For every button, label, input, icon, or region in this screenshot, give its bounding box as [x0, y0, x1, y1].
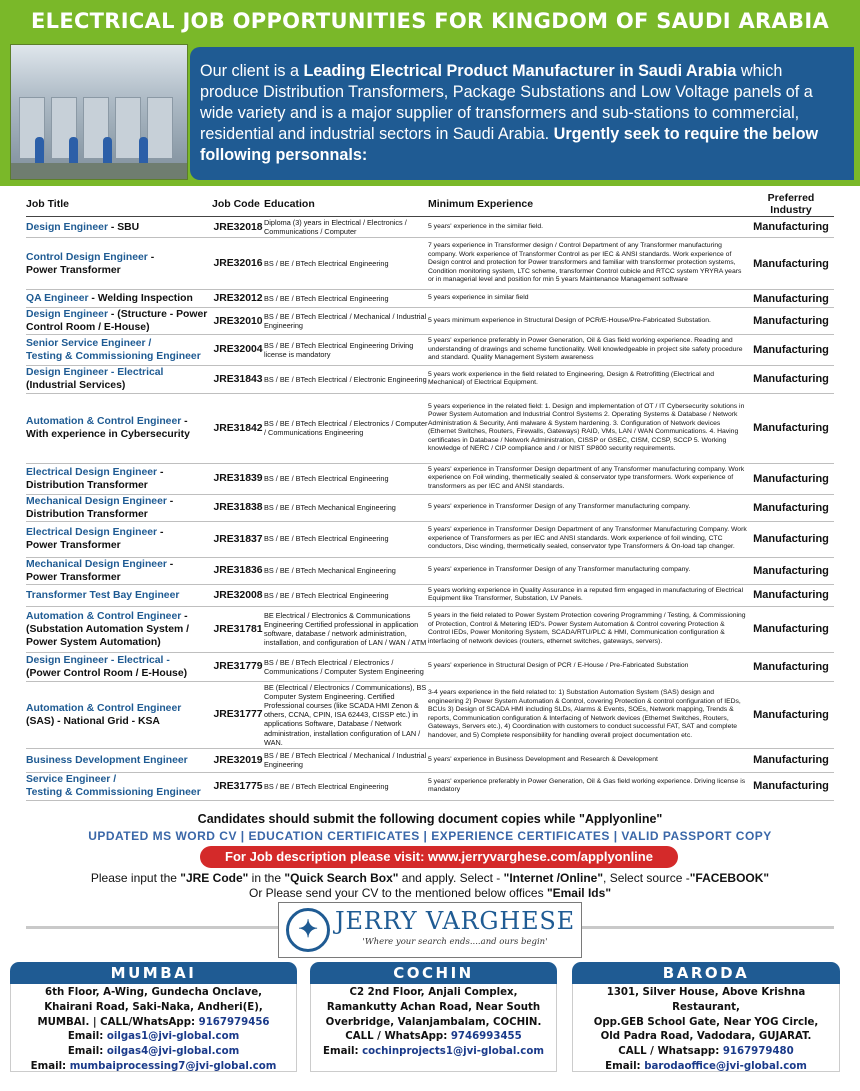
table-header-row [26, 192, 834, 217]
job-experience: 5 years' experience in Transformer Design department of any Transformer manufacturing company. Work experience on Foil winding, thermetically sealed & conservator type transformers. Work experience of transformers as per IEC and ANSI standards. [428, 463, 748, 494]
job-code: JRE32012 [212, 290, 264, 308]
logo-tagline: 'Where your search ends....and ours begin' [362, 937, 548, 947]
job-industry: Manufacturing [748, 308, 834, 335]
office-card-baroda [572, 962, 840, 1072]
table-row [26, 463, 834, 494]
job-experience: 5 years' experience in Transformer Design of any Transformer manufacturing company. [428, 494, 748, 521]
logo-mark-icon: ✦ [286, 908, 330, 952]
job-code: JRE31836 [212, 557, 264, 584]
office-call: CALL / Whatsapp: 9167979480 [618, 1046, 794, 1058]
table-row [26, 308, 834, 335]
job-education: BS / BE / BTech Electrical Engineering Driving license is mandatory [264, 335, 428, 366]
job-experience: 5 years' experience in Transformer Design of any Transformer manufacturing company. [428, 557, 748, 584]
job-code: JRE32010 [212, 308, 264, 335]
table-row [26, 393, 834, 463]
job-education: BS / BE / BTech Electrical Engineering [264, 463, 428, 494]
job-title: Mechanical Design Engineer - Distribution Transformer [26, 494, 212, 521]
job-education: BS / BE / BTech Electrical Engineering [264, 772, 428, 800]
job-industry: Manufacturing [748, 365, 834, 393]
office-email[interactable]: oilgas4@jvi-global.com [106, 1046, 240, 1058]
office-card-cochin [310, 962, 557, 1072]
office-address-line: 1301, Silver House, Above Krishna Restaurant, [606, 987, 806, 1013]
job-experience: 5 years in the field related to Power System Protection covering Programming / Testing, & Commissioning of Protection, Control & Metering IED's. Power System Automation & Control covering Protection & Control IEDs, Power Monitoring System, SCADA/RTU/PLC & HMI, Communication configuration & interfacing of network devices (routers, ethernet switches, gateways, servers). [428, 606, 748, 652]
job-code: JRE32004 [212, 335, 264, 366]
office-card-mumbai [10, 962, 297, 1072]
office-details [10, 984, 297, 1072]
logo-name: JERRY VARGHESE [335, 907, 575, 935]
office-details [310, 984, 557, 1072]
office-call: MUMBAI. | CALL/WhatsApp: 9167979456 [37, 1016, 270, 1028]
job-code: JRE32018 [212, 217, 264, 238]
office-phone[interactable]: 9746993455 [450, 1031, 522, 1043]
page-title: ELECTRICAL JOB OPPORTUNITIES FOR KINGDOM OF SAUDI ARABIA [31, 9, 829, 33]
office-address-line: Ramankutty Achan Road, Near South [326, 1001, 541, 1013]
table-row [26, 772, 834, 800]
job-experience: 5 years experience in the related field: 1. Design and implementation of OT / IT Cybersecurity solutions in Power System Automation and Industrial Control Systems 2. Operating Systems & Database / Network Administration & Security, Anti malware & System hardening. 3. Configuration of Network devices (Ethernet Switches, Routers, Firewalls, Gateways) RAID, VMs, LAN / WAN Communications. 4. Having certificates in Database / Network Administration, CISSP or GSEC, CISM, CCSP, SCCP 5. Working knowledge of NERC / CIP compliance and / or NIST SP800 security requirements. [428, 393, 748, 463]
table-row [26, 494, 834, 521]
job-education: BE Electrical / Electronics & Communications Engineering Certified professional in application software, database / network administration, installation, and configuration of LAN / WAN / ATM [264, 606, 428, 652]
job-title: Automation & Control Engineer (SAS) - National Grid - KSA [26, 681, 212, 748]
office-phone[interactable]: 9167979480 [722, 1046, 794, 1058]
job-industry: Manufacturing [748, 463, 834, 494]
office-email[interactable]: cochinprojects1@jvi-global.com [362, 1046, 544, 1058]
job-experience: 5 years' experience in Transformer Design Department of any Transformer Manufacturing Company. Work experience of Transformers as per IEC and ANSI standards. Work experience of foil winding, CTC conductors, Disc winding, thermetically sealed, conservator type Transformers & On-load tap changer. [428, 521, 748, 557]
office-address-line: 6th Floor, A-Wing, Gundecha Onclave, [44, 987, 262, 998]
job-code: JRE31781 [212, 606, 264, 652]
intro-text: Our client is a Leading Electrical Product Manufacturer in Saudi Arabia which produce Distribution Transformers, Package Substations and Low Voltage panels of a wide variety and is a major supplier of transformers and sub-stations to commercial, residential and industrial sectors in Saudi Arabia. Urgently seek to require the below following personnals: [190, 47, 854, 180]
table-row [26, 652, 834, 681]
job-experience: 5 years' experience in Structural Design of PCR / E-House / Pre-Fabricated Substation [428, 652, 748, 681]
job-industry: Manufacturing [748, 238, 834, 290]
job-experience: 5 years work experience in the field related to Engineering, Design & Retrofitting (Electrical and Mechanical) of Electrical Equipment. [428, 365, 748, 393]
job-industry: Manufacturing [748, 494, 834, 521]
job-industry: Manufacturing [748, 772, 834, 800]
office-phone[interactable]: 9167979456 [198, 1016, 270, 1028]
job-education: BS / BE / BTech Electrical / Mechanical / Industrial Engineering [264, 748, 428, 772]
office-details [572, 984, 840, 1072]
send-cv-note: Or Please send your CV to the mentioned below offices "Email Ids" [248, 886, 612, 900]
job-industry: Manufacturing [748, 652, 834, 681]
job-title: QA Engineer - Welding Inspection [26, 290, 212, 308]
office-email[interactable]: barodaoffice@jvi-global.com [644, 1060, 807, 1072]
job-experience: 5 years experience in similar field [428, 290, 748, 308]
header-banner [0, 0, 860, 186]
table-row [26, 606, 834, 652]
office-email-line: Email: oilgas1@jvi-global.com [67, 1031, 240, 1043]
table-row [26, 290, 834, 308]
office-email[interactable]: mumbaiprocessing7@jvi-global.com [69, 1060, 277, 1072]
job-education: BE (Electrical / Electronics / Communications), BS Computer System Engineering. Certified Professional courses (like SCADA HMI Zenon & others, CCNA, CPIN, ISA 62443, CISSP etc.) in applications Software, Database / Network administration, installation configuration of LAN / WAN. [264, 682, 427, 747]
office-email-line: Email: cochinprojects1@jvi-global.com [323, 1046, 544, 1058]
job-experience: 5 years' experience in Business Development and Research & Development [428, 748, 748, 772]
table-row [26, 748, 834, 772]
header-education: Education [264, 192, 428, 217]
jobs-table [26, 192, 834, 801]
job-code: JRE31842 [212, 393, 264, 463]
table-row [26, 238, 834, 290]
table-row [26, 681, 834, 748]
office-city: BARODA [572, 962, 840, 984]
job-experience: 5 years working experience in Quality Assurance in a reputed firm engaged in manufacturing of Electrical Equipment like Transformer, Substation, LV Panels. [428, 584, 748, 606]
job-experience: 5 years' experience in the similar field. [428, 217, 748, 238]
job-title: Design Engineer - Electrical (Industrial Services) [26, 365, 212, 393]
job-education: BS / BE / BTech Electrical Engineering [264, 521, 428, 557]
job-industry: Manufacturing [748, 393, 834, 463]
job-industry: Manufacturing [748, 748, 834, 772]
job-title: Design Engineer - SBU [26, 217, 212, 238]
job-education: BS / BE / BTech Mechanical Engineering [264, 494, 428, 521]
job-code: JRE31838 [212, 494, 264, 521]
job-industry: Manufacturing [748, 217, 834, 238]
job-education: BS / BE / BTech Electrical Engineering [264, 290, 428, 308]
job-title: Electrical Design Engineer - Power Transformer [26, 521, 212, 557]
job-experience: 5 years' experience preferably in Power Generation, Oil & Gas field working experience. Driving license is mandatory [428, 772, 748, 800]
job-education: Diploma (3) years in Electrical / Electronics / Communications / Computer [264, 217, 428, 238]
table-row [26, 335, 834, 366]
company-logo [278, 902, 582, 958]
office-email[interactable]: oilgas1@jvi-global.com [106, 1031, 240, 1043]
job-title: Senior Service Engineer / Testing & Commissioning Engineer [26, 335, 212, 366]
header-job-code: Job Code [212, 192, 264, 217]
job-code: JRE31779 [212, 652, 264, 681]
table-row [26, 521, 834, 557]
job-industry: Manufacturing [748, 681, 834, 748]
job-code: JRE31775 [212, 772, 264, 800]
office-email-line: Email: barodaoffice@jvi-global.com [605, 1060, 807, 1072]
job-code: JRE31777 [212, 681, 264, 748]
office-city: MUMBAI [10, 962, 297, 984]
job-experience: 3-4 years experience in the field related to: 1) Substation Automation System (SAS) design and engineering 2) Power System Automation & Control, covering Protection & control configuration of IEDs, BCUs 3) Design of SCADA HMI including SLDs, Alarms & Events, SOEs, Network mapping, Trends & reports, Communication configuration & Interfacing of Network devices (Ethernet Switches, Routers, Gateways, Servers etc.), 4) Coordination with customers to conduct successful FAT, SAT and complete handover, and 5) Complete responsibility for handling overall project documentation etc. [428, 681, 748, 748]
job-title: Mechanical Design Engineer - Power Transformer [26, 557, 212, 584]
office-address-line: Khairani Road, Saki-Naka, Andheri(E), [44, 1001, 263, 1013]
job-title: Design Engineer - Electrical - (Power Control Room / E-House) [26, 652, 212, 681]
office-address-line: Old Padra Road, Vadodara, GUJARAT. [600, 1031, 812, 1043]
job-education: BS / BE / BTech Electrical / Electronic Engineering [264, 365, 428, 393]
job-title: Control Design Engineer - Power Transformer [26, 238, 212, 290]
apply-online-banner[interactable]: For Job description please visit: www.jerryvarghese.com/applyonline [200, 846, 678, 868]
job-code: JRE31837 [212, 521, 264, 557]
office-address-line: C2 2nd Floor, Anjali Complex, [349, 987, 518, 998]
job-code: JRE31839 [212, 463, 264, 494]
job-title: Automation & Control Engineer - (Substation Automation System / Power System Automation) [26, 606, 212, 652]
job-education: BS / BE / BTech Electrical / Mechanical / Industrial Engineering [264, 308, 428, 335]
submit-note: Candidates should submit the following document copies while "Applyonline" [197, 812, 663, 826]
job-title: Business Development Engineer [26, 748, 212, 772]
job-education: BS / BE / BTech Electrical / Electronics / Computer / Communications Engineering [264, 393, 428, 463]
apply-online-link[interactable]: www.jerryvarghese.com/applyonline [428, 849, 653, 864]
job-experience: 5 years minimum experience in Structural Design of PCR/E-House/Pre-Fabricated Substation. [428, 308, 748, 335]
table-row [26, 217, 834, 238]
office-email-line: Email: mumbaiprocessing7@jvi-global.com [30, 1060, 277, 1072]
header-preferred-industry: Preferred Industry [748, 192, 834, 217]
job-education: BS / BE / BTech Electrical / Electronics / Communications / Computer System Engineering [264, 652, 428, 681]
job-title: Design Engineer - (Structure - Power Control Room / E-House) [26, 308, 212, 335]
office-address-line: Opp.GEB School Gate, Near YOG Circle, [593, 1016, 819, 1028]
job-education: BS / BE / BTech Electrical Engineering [264, 238, 428, 290]
required-documents: UPDATED MS WORD CV | EDUCATION CERTIFICATES | EXPERIENCE CERTIFICATES | VALID PASSPORT COPY [88, 829, 772, 843]
job-industry: Manufacturing [748, 290, 834, 308]
job-title: Transformer Test Bay Engineer [26, 584, 212, 606]
apply-instructions: Please input the "JRE Code" in the "Quick Search Box" and apply. Select - "Internet /Online", Select source -"FACEBOOK" [90, 871, 770, 885]
job-title: Automation & Control Engineer - With experience in Cybersecurity [26, 393, 212, 463]
office-city: COCHIN [310, 962, 557, 984]
job-code: JRE32019 [212, 748, 264, 772]
table-row [26, 365, 834, 393]
job-title: Service Engineer / Testing & Commissioning Engineer [26, 772, 212, 800]
job-industry: Manufacturing [748, 557, 834, 584]
table-row [26, 584, 834, 606]
header-min-experience: Minimum Experience [428, 192, 748, 217]
job-title: Electrical Design Engineer - Distribution Transformer [26, 463, 212, 494]
office-address-line: Overbridge, Valanjambalam, COCHIN. [325, 1016, 542, 1028]
job-code: JRE32016 [212, 238, 264, 290]
job-industry: Manufacturing [748, 584, 834, 606]
job-industry: Manufacturing [748, 521, 834, 557]
job-industry: Manufacturing [748, 606, 834, 652]
job-education: BS / BE / BTech Electrical Engineering [264, 584, 428, 606]
header-job-title: Job Title [26, 192, 212, 217]
job-industry: Manufacturing [748, 335, 834, 366]
table-row [26, 557, 834, 584]
factory-photo [10, 44, 188, 180]
office-email-line: Email: oilgas4@jvi-global.com [67, 1046, 240, 1058]
job-code: JRE31843 [212, 365, 264, 393]
job-code: JRE32008 [212, 584, 264, 606]
office-call: CALL / WhatsApp: 9746993455 [345, 1031, 522, 1043]
job-experience: 7 years experience in Transformer design / Control Department of any Transformer manufacturing company. Work experience of Transformer Control as per IEC & ANSI standards. Work experience of Design control and protection for Power transformers and familiar with transformer protection systems, Condition monitoring system, LTC scheme, transformer Control cubicle and RTCC system YRYRA years or in managerial level and position for min 5 years Maintenance Management software [428, 238, 748, 290]
job-education: BS / BE / BTech Mechanical Engineering [264, 557, 428, 584]
job-experience: 5 years' experience preferably in Power Generation, Oil & Gas field working experience. Reading and understanding of drawings and scheme functionality. Well knowledgeable in project site safety procedure and standard. Quality Management System awareness [428, 335, 748, 366]
